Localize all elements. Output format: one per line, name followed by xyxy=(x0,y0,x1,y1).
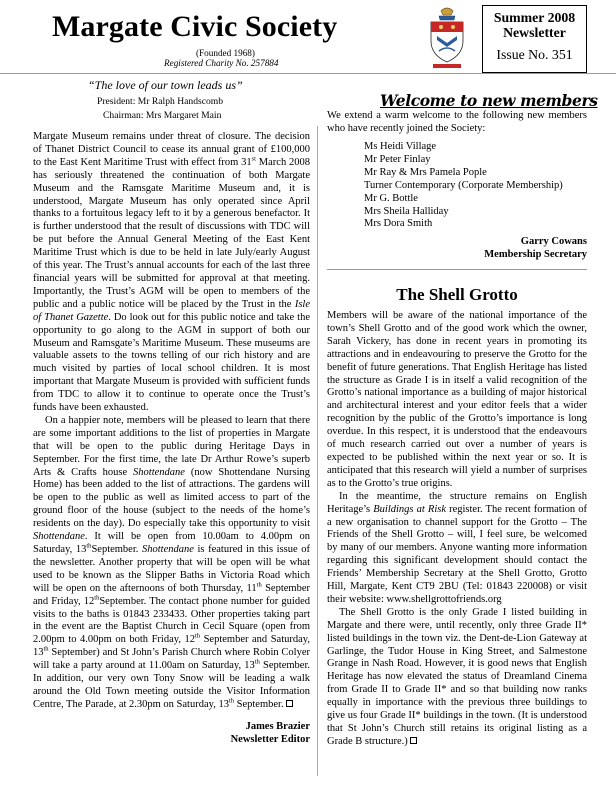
list-item: Ms Heidi Village xyxy=(364,141,437,152)
list-item: Turner Contemporary (Corporate Membership) xyxy=(364,179,563,191)
end-mark-icon xyxy=(410,737,417,744)
list-item: Mr G. Bottle xyxy=(364,192,418,204)
museum-article xyxy=(33,131,310,746)
issue-number: Issue No. 351 xyxy=(496,47,573,62)
charity-number: Registered Charity No. 257884 xyxy=(164,58,279,68)
membership-signature: Garry Cowans Membership Secretary xyxy=(484,236,587,260)
list-item: Mrs Sheila Halliday xyxy=(364,205,449,217)
museum-paragraph-2: On a happier note, members will be pleased to learn that there are some important additions to the list of properties in Margate that will be open to the public during Heritage Days in September. For the first time, the late Dr Arthur Rowe’s superb Arts & Crafts house Shottendane (now Shottendane Nursing Home) has been added to the list of attractions. The gardens will be open to the public as well as limited access to part of the ground floor of the house (subject to the needs of the home’s residents on the day). Do especially take this opportunity to visit Shottendane. It will be open from 10.00am to 4.00pm on Saturday, 13thSeptember. Shottendane is featured in this issue of the newsletter. Another property that will be open will be what used to be known as the Slipper Baths in Victoria Road which will be open on the afternoons of both Thursday, 11th September and Friday, 12thSeptember. The contact phone number for guided visits to the baths is 01843 233433. Other properties taking part in the event are the Baptist Church in Cecil Square (open from 2.00pm to 4.00pm on both Friday, 12th September and Saturday, 13th September) and St John’s Parish Church where Robin Colyer will take a party around at 11.00am on Saturday, 13th September. In addition, our very own Tony Snow will be leading a walk around the Old Town meeting outside the Visitor Information Centre, The Parade, at 2.30pm on Saturday, 13th September. xyxy=(33,414,310,710)
chairman-line: Chairman: Mrs Margaret Main xyxy=(103,110,222,121)
grotto-paragraph-2: In the meantime, the structure remains on English Heritage’s Buildings at Risk register. The recent formation of a new organisation to channel support for the Grotto – The Friends of the Shell Grotto – will, I feel sure, be welcomed by many of our members. Anyone wanting more information regarding this significant development should contact the Friends’ Membership Secretary at the Shell Grotto, Grotto Hill, Margate, Kent CT9 2BU (Tel: 01843 220008) or visit their website: www.shellgrottofriends.org xyxy=(327,490,587,605)
newsletter-title: Margate Civic Society xyxy=(52,10,338,43)
grotto-heading: The Shell Grotto xyxy=(396,285,518,304)
column-divider xyxy=(317,126,318,776)
president-line: President: Mr Ralph Handscomb xyxy=(97,96,224,107)
list-item: Mr Peter Finlay xyxy=(364,153,431,165)
museum-paragraph-1: Margate Museum remains under threat of closure. The decision of Thanet District Council to cease its annual grant of £100,000 to the East Kent Maritime Trust with effect from 31st March 2008 has seriously threatened the continuation of both Margate Museum and the Ramsgate Maritime Museum and, it is understood, Margate Museum has only operated since April thanks to a fortuitous legacy left to it by a generous benefactor. It is further understood that the result of discussions with TDC will be put before the Annual General Meeting of the East Kent Maritime Trust which is due to be held in late July/early August of this year. The Trust’s annual accounts for each of the last three financial years will be submitted for approval at that meeting. Importantly, the Trust’s AGM will be open to members of the public and a public notice will be placed by the Trust in the Isle of Thanet Gazette. Do look out for this public notice and take the opportunity to go along to the AGM in support of both our Museum and Ramsgate’s Maritime Museum. These museums are valuable assets to the towns telling of our rich history and are much visited by parties of local school children. It is most important that Margate Museum is provided with sufficient funds from TDC to allow it to continue to operate once the Trust’s funds have been exhausted. xyxy=(33,131,310,414)
issue-info-box xyxy=(482,5,587,73)
grotto-article xyxy=(327,310,587,749)
welcome-heading: Welcome to new members xyxy=(380,91,598,110)
new-members-list xyxy=(364,141,563,231)
founded-note: (Founded 1968) xyxy=(196,48,255,58)
issue-season: Summer 2008 xyxy=(493,10,576,25)
list-item: Mr Ray & Mrs Pamela Pople xyxy=(364,166,487,178)
list-item: Mrs Dora Smith xyxy=(364,218,433,230)
end-mark-icon xyxy=(286,700,293,707)
grotto-paragraph-3: The Shell Grotto is the only Grade I listed building in Margate and there were, until recently, only three Grade II* listed buildings in the town viz. the Dent-de-Lion Gateway at Garlinge, the Tudor House in King Street, and Salmestone Grange in Nash Road. However, it is good news that English Heritage has now elevated the status of Dreamland Cinema from Grade II to Grade II* and so that building now ranks equally in importance with the previous three buildings to give us four Grade II* buildings in the town. (It is understood that St John’s Church still retains its original listing as a Grade B structure.) xyxy=(327,606,587,747)
header-divider xyxy=(0,73,616,74)
civic-crest-icon xyxy=(427,5,467,71)
welcome-intro: We extend a warm welcome to the following new members who have recently joined the Society: xyxy=(327,110,587,134)
editor-signature: James Brazier Newsletter Editor xyxy=(230,720,310,745)
issue-label: Newsletter xyxy=(503,25,566,40)
society-motto: “The love of our town leads us” xyxy=(88,78,243,92)
grotto-paragraph-1: Members will be aware of the national importance of the town’s Shell Grotto and of the good work which the owner, Sarah Vickery, has done in recent years in promoting its attractions and in endeavouring to preserve the Grotto for the benefit of future generations. That English Heritage has listed the structure as Grade I is in itself a valid recognition of the Grotto’s national importance as a building of major historical and architectural interest and your editor feels that a wider recognition by the public of the Grotto’s importance is long overdue. In this respect, it is understood that the endeavours of much research carried out over a number of years is expected to be published within the next year or so. It is anticipated that this research will yield a number of surprises as to the Grotto’s true origins. xyxy=(327,310,587,489)
section-divider xyxy=(327,269,587,270)
